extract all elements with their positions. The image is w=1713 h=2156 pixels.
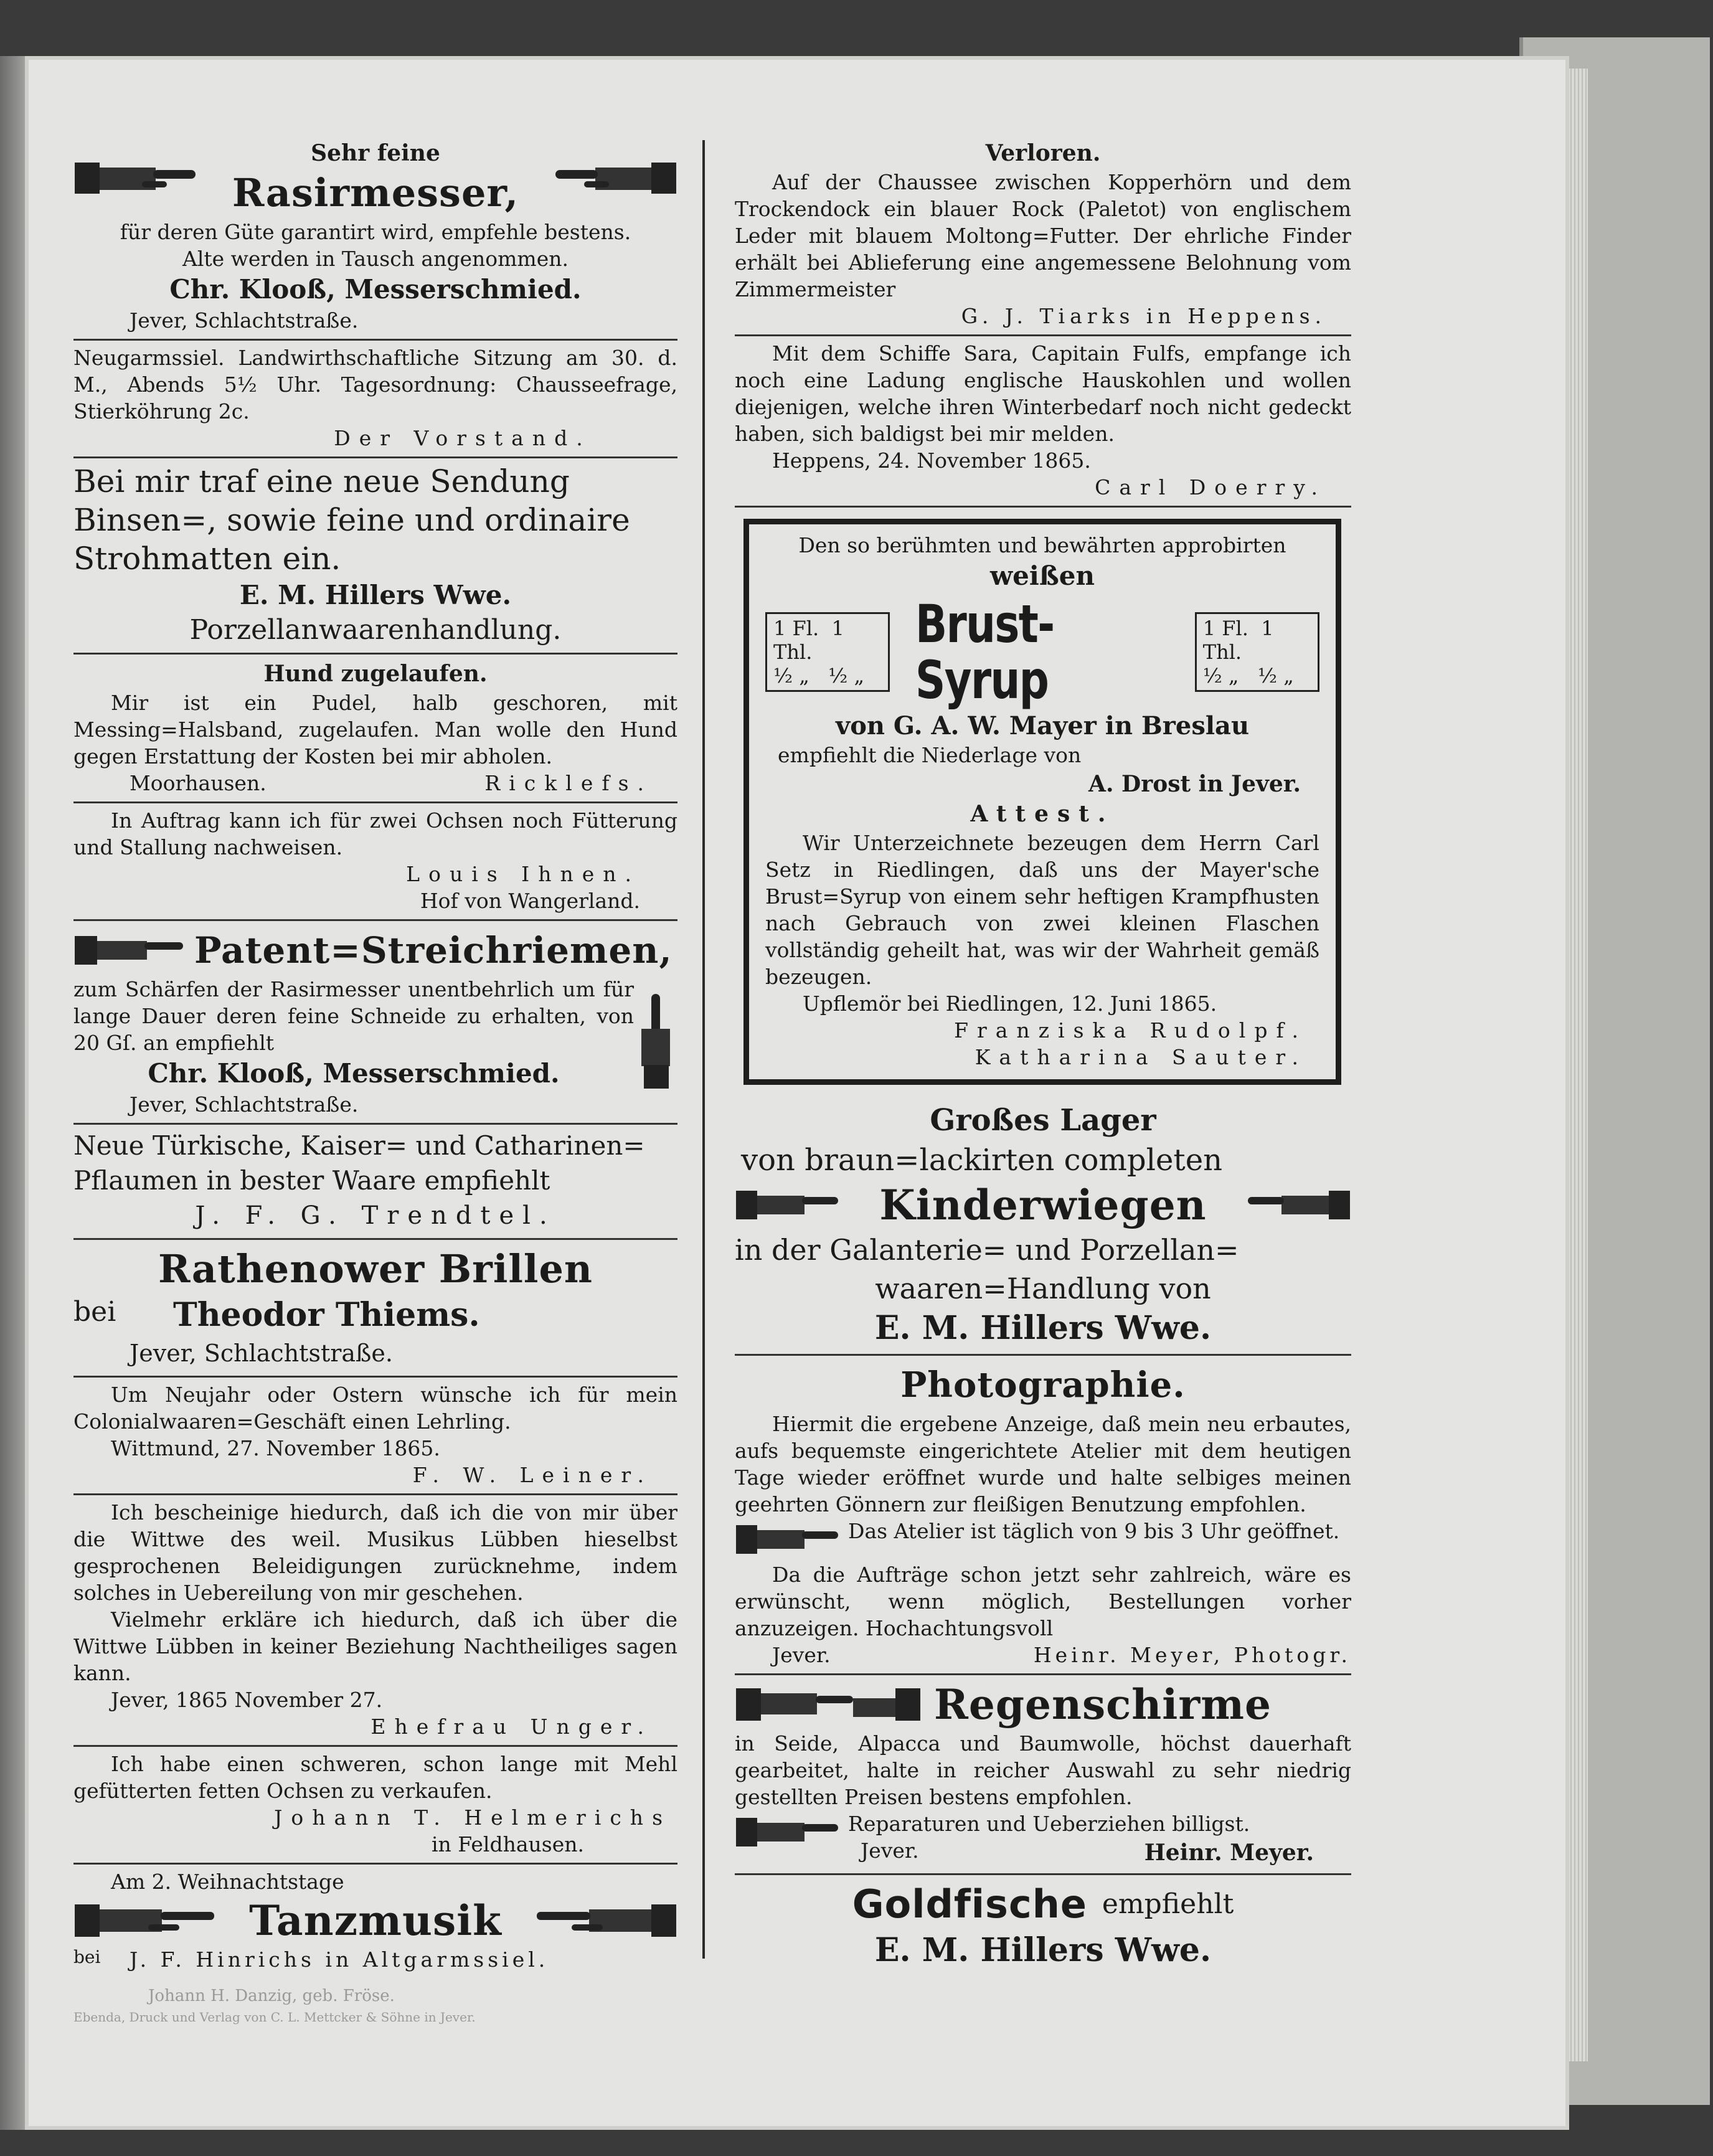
ad-text: Vielmehr erkläre ich hiedurch, daß ich über die Wittwe Lübben in keiner Beziehung Nachtheiliges sagen kann. (73, 1607, 677, 1685)
pointing-hand-right-icon (73, 929, 186, 972)
ad-hauskohlen (735, 336, 1351, 508)
ad-signature: J. F. G. Trendtel. (195, 1201, 556, 1230)
ad-text: Mir ist ein Pudel, halb geschoren, mit Messing=Halsband, zugelaufen. Man wolle den Hund gegen Erstattung der Kosten bei mir abholen. (73, 691, 677, 768)
box-signature: Katharina Sauter. (974, 1045, 1307, 1069)
ad-text: zum Schärfen der Rasirmesser unentbehrlich um für lange Dauer deren feine Schneide zu erhalten, von 20 Gſ. an empfiehlt (73, 977, 634, 1055)
pointing-hand-left-icon (534, 1896, 677, 1946)
pointing-hand-left-icon (1245, 1183, 1351, 1227)
box-text: Wir Unterzeichnete bezeugen dem Herrn Carl Setz in Riedlingen, daß uns der Mayer'sche Brust=Syrup von einem sehr heftigen Krampfhusten nach Gebrauch von zwei kleinen Flaschen vollständig geheilt hat, was wir der Wahrheit gemäß bezeugen. (765, 831, 1319, 989)
ad-line: Strohmatten ein. (73, 541, 341, 577)
box-maker: von G. A. W. Mayer in Breslau (835, 711, 1250, 740)
ad-signature: Ehefrau Unger. (370, 1714, 653, 1739)
price-label: ½ „ (1258, 664, 1294, 688)
ad-place: Jever, Schlachtstraße. (130, 1092, 359, 1117)
ad-title: Rasirmesser, (232, 170, 519, 215)
ad-ochsen-fuetterung (73, 803, 677, 921)
ad-line: Alte werden in Tausch angenommen. (182, 247, 569, 271)
ad-bei: bei (73, 1947, 101, 1967)
ad-pretitle: Sehr feine (311, 140, 440, 166)
price-box-right (1195, 612, 1319, 692)
ad-text: Neugarmssiel. Landwirthschaftliche Sitzung am 30. d. M., Abends 5½ Uhr. Tagesordnung: Chausseefrage, Stierköhrung 2c. (73, 346, 677, 423)
ad-line: Neue Türkische, Kaiser= und Catharinen= (73, 1130, 645, 1161)
ad-kinderwiegen (735, 1096, 1351, 1356)
box-line: Den so berühmten und bewährten approbirten (798, 533, 1286, 557)
box-signature: Franziska Rudolpf. (954, 1018, 1307, 1043)
ad-text: Reparaturen und Ueberziehen billigst. (848, 1812, 1250, 1836)
ad-lehrling (73, 1378, 677, 1495)
column-divider (702, 140, 705, 1959)
box-dealer: A. Drost in Jever. (1088, 771, 1301, 797)
ad-title: Rathenower Brillen (158, 1246, 593, 1292)
ad-title: Regenschirme (934, 1680, 1272, 1729)
price-label: 1 Fl. (1202, 617, 1248, 640)
ad-text: Auf der Chaussee zwischen Kopperhörn und dem Trockendock ein blauer Rock (Paletot) von englischem Leder mit blauem Moltong=Futter. Der ehrliche Finder erhält bei Ablieferung eine angemessene Belohnung vom Zimmermeister (735, 170, 1351, 301)
ad-ochsen-verkauf (73, 1747, 677, 1865)
ad-bescheinigung (73, 1495, 677, 1747)
ad-signature: G. J. Tiarks in Heppens. (961, 304, 1326, 328)
ad-line: Binsen=, sowie feine und ordinaire (73, 502, 630, 538)
ad-title: Kinderwiegen (879, 1181, 1207, 1229)
ad-name: E. M. Hillers Wwe. (874, 1931, 1212, 1969)
ad-date: Jever, 1865 November 27. (111, 1688, 383, 1712)
ad-signature: in Feldhausen. (432, 1832, 584, 1856)
ad-line: waaren=Handlung von (875, 1272, 1211, 1305)
footer-imprint: Ebenda, Druck und Verlag von C. L. Mettcker & Söhne in Jever. (73, 2010, 476, 2025)
ad-place: Jever. (861, 1838, 919, 1863)
ad-name: Theodor Thiems. (173, 1296, 480, 1334)
footer-faded-text: Johann H. Danzig, geb. Fröse. (148, 1987, 395, 2005)
ad-signature: Heinr. Meyer, Photogr. (1033, 1643, 1351, 1667)
ad-hund (73, 655, 677, 803)
ad-place: Jever, Schlachtstraße. (130, 1340, 393, 1367)
ad-text: Hiermit die ergebene Anzeige, daß mein neu erbautes, aufs bequemste eingerichtete Atelier mit dem heutigen Tage wieder eröffnet wurde und halte selbiges meinen geehrten Gönnern zur fleißigen Benutzung empfohlen. (735, 1412, 1351, 1516)
ad-text: Ich bescheinige hiedurch, daß ich die von mir über die Wittwe des weil. Musikus Lübben hieselbst gesprochenen Beleidigungen zurücknehme, indem solches in Uebereilung von mir geschehen. (73, 1500, 677, 1605)
pointing-hands-icon (735, 1680, 922, 1729)
ad-signature: F. W. Leiner. (412, 1463, 653, 1487)
price-label: 1 Thl. (773, 617, 844, 664)
ad-verloren (735, 134, 1351, 336)
ad-signature: Der Vorstand. (334, 426, 592, 450)
price-label: 1 Fl. (773, 617, 819, 640)
ad-date: Heppens, 24. November 1865. (772, 448, 1091, 473)
ad-tanzmusik (73, 1865, 677, 2033)
ad-line: für deren Güte garantirt wird, empfehle bestens. (120, 220, 631, 244)
ad-streichriemen (73, 921, 677, 1125)
ad-pretitle: Am 2. Weihnachtstage (111, 1870, 344, 1894)
pointing-hand-right-icon (735, 1518, 841, 1561)
pointing-hand-up-icon (634, 991, 677, 1091)
ad-text: Ich habe einen schweren, schon lange mit Mehl gefütterten fetten Ochsen zu verkaufen. (73, 1752, 677, 1803)
ad-rasirmesser (73, 134, 677, 341)
ad-place: Jever. (772, 1643, 831, 1667)
ad-name: E. M. Hillers Wwe. (874, 1309, 1212, 1347)
product-title: Brust-Syrup (915, 593, 1054, 711)
ad-neugarmssiel (73, 341, 677, 458)
ad-strohmatten (73, 458, 677, 655)
ad-photographie (735, 1356, 1351, 1675)
ad-signature: Heinr. Meyer. (1144, 1840, 1314, 1866)
ad-line: Pflaumen in bester Waare empfiehlt (73, 1165, 550, 1196)
ad-line: von braun=lackirten completen (741, 1143, 1223, 1178)
ad-title: Hund zugelaufen. (263, 661, 488, 687)
pointing-hand-right-icon (73, 1896, 217, 1946)
ad-title: Goldfische (852, 1881, 1087, 1927)
pointing-hand-right-icon (73, 150, 198, 206)
box-line: empfiehlt die Niederlage von (778, 743, 1082, 767)
ad-pflaumen (73, 1125, 677, 1240)
ad-name: Chr. Klooß, Messerschmied. (148, 1058, 560, 1089)
pointing-hand-left-icon (553, 150, 677, 206)
ad-name: E. M. Hillers Wwe. (239, 580, 512, 610)
ad-date: Wittmund, 27. November 1865. (111, 1436, 440, 1460)
ad-title: Verloren. (985, 140, 1101, 166)
ad-bei: bei (73, 1296, 116, 1328)
ad-signature: Ricklefs. (484, 771, 653, 795)
ad-title: Patent=Streichriemen, (194, 929, 672, 972)
price-box-left (765, 612, 890, 692)
ad-signature: Johann T. Helmerichs (274, 1805, 671, 1830)
ad-text: Mit dem Schiffe Sara, Capitain Fulfs, empfange ich noch eine Ladung englische Hauskohlen und wollen diejenigen, welche ihren Winterbedarf noch nicht gedeckt haben, sich baldigst bei mir melden. (735, 341, 1351, 446)
ad-regenschirme (735, 1675, 1351, 1875)
ad-goldfische (735, 1875, 1351, 1976)
box-attest: Attest. (970, 801, 1115, 827)
ad-subtitle: Porzellanwaarenhandlung. (189, 614, 562, 646)
right-column (735, 134, 1351, 1976)
ad-text: in Seide, Alpacca und Baumwolle, höchst dauerhaft gearbeitet, halte in reicher Auswahl zu sehr niedrig gestellten Preisen bestens empfohlen. (735, 1731, 1351, 1809)
ad-text: Da die Aufträge schon jetzt sehr zahlreich, wäre es erwünscht, wenn möglich, Bestellungen vorher anzuzeigen. Hochachtungsvoll (735, 1563, 1351, 1640)
ad-signature: Louis Ihnen. (406, 862, 640, 886)
ad-line: Großes Lager (930, 1103, 1156, 1138)
ad-signature: J. F. Hinrichs in Altgarmssiel. (130, 1947, 549, 1972)
box-weiss: weißen (990, 560, 1095, 591)
price-label: ½ „ (828, 664, 865, 688)
ad-signature: Carl Doerry. (1095, 475, 1326, 499)
ad-name: Chr. Klooß, Messerschmied. (169, 274, 582, 305)
pointing-hand-right-icon (735, 1183, 841, 1227)
price-label: ½ „ (1202, 664, 1239, 688)
ad-line: in der Galanterie= und Porzellan= (735, 1233, 1239, 1267)
left-column (73, 134, 677, 2033)
ad-text: In Auftrag kann ich für zwei Ochsen noch Fütterung und Stallung nachweisen. (73, 808, 677, 859)
ad-place: Moorhausen. (130, 771, 267, 795)
ad-text: Um Neujahr oder Ostern wünsche ich für mein Colonialwaaren=Geschäft einen Lehrling. (73, 1383, 677, 1434)
ad-brust-syrup-box (743, 519, 1341, 1085)
price-label: 1 Thl. (1202, 617, 1274, 664)
ad-line: Bei mir traf eine neue Sendung (73, 463, 570, 499)
box-date: Upflemör bei Riedlingen, 12. Juni 1865. (803, 991, 1217, 1016)
ad-place: Jever, Schlachtstraße. (130, 308, 359, 333)
ad-signature: Hof von Wangerland. (420, 889, 640, 913)
ad-text: empfiehlt (1102, 1888, 1234, 1920)
price-label: ½ „ (773, 664, 809, 688)
ad-title: Tanzmusik (249, 1896, 502, 1945)
pointing-hand-right-icon (735, 1810, 841, 1854)
ad-title: Photographie. (900, 1364, 1186, 1406)
ad-brillen (73, 1240, 677, 1378)
ad-text: Das Atelier ist täglich von 9 bis 3 Uhr geöffnet. (848, 1519, 1340, 1543)
